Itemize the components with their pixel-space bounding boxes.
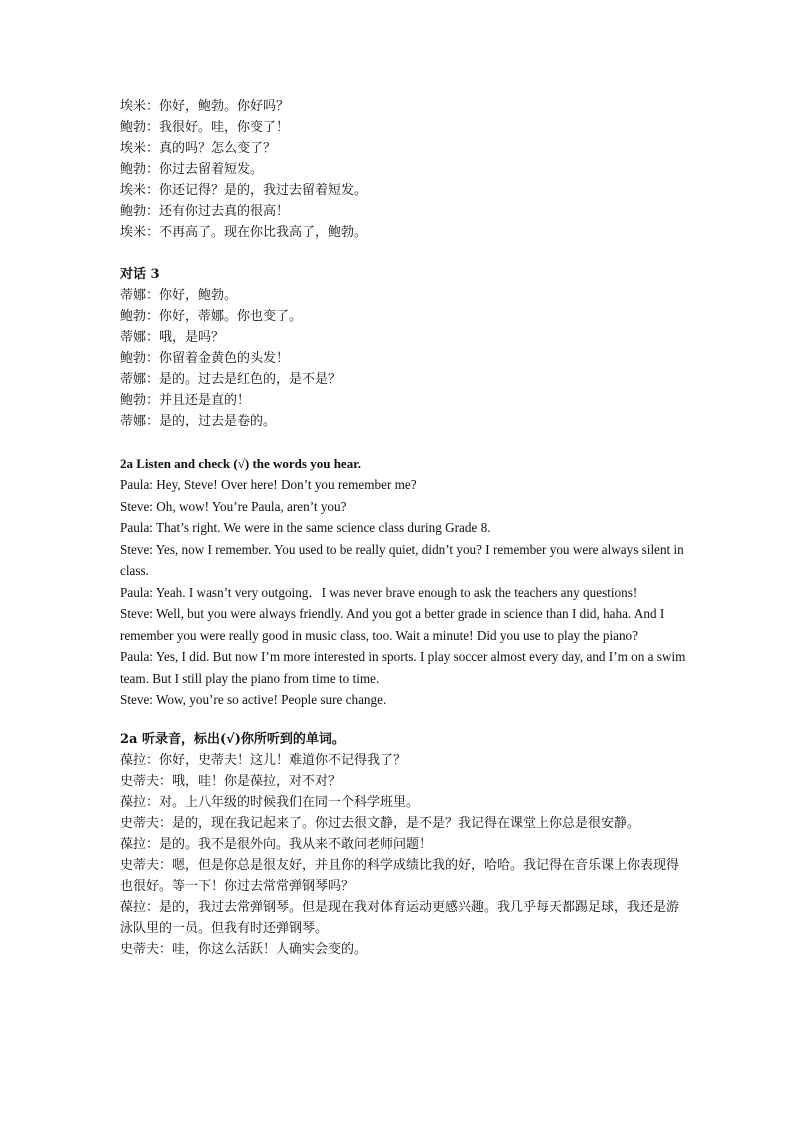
spacer	[120, 243, 690, 264]
dialogue2-cn	[120, 96, 690, 243]
section-2a-english	[120, 453, 690, 711]
dialogue-line: 鲍勃：你留着金黄色的头发！	[120, 351, 290, 366]
dialogue-line: Paula: Hey, Steve! Over here! Don’t you remember me?	[120, 477, 417, 492]
dialogue-line: Paula: Yeah. I wasn’t very outgoing．I was never brave enough to ask the teachers any questions!	[120, 584, 638, 600]
dialogue-line: 埃米：你好，鲍勃。你好吗？	[120, 99, 290, 114]
dialogue-line: 蒂娜：是的，过去是卷的。	[120, 414, 277, 429]
dialogue-line: 葆拉：是的。我不是很外向。我从来不敢问老师问题！	[120, 836, 433, 852]
dialogue-line: 蒂娜：你好，鲍勃。	[120, 288, 238, 303]
section-heading: 2a 听录音，标出(√)你所听到的单词。	[120, 731, 345, 747]
section-heading: 2a Listen and check (√) the words you hear.	[120, 456, 362, 471]
dialogue-line: 史蒂夫：哇，你这么活跃！人确实会变的。	[120, 941, 368, 957]
spacer	[120, 432, 690, 453]
dialogue-line: 埃米：不再高了。现在你比我高了，鲍勃。	[120, 225, 368, 240]
dialogue-line: 史蒂夫：是的，现在我记起来了。你过去很文静，是不是？我记得在课堂上你总是很安静。	[120, 815, 641, 831]
dialogue-line: Steve: Well, but you were always friendly. And you got a better grade in science than I did, haha. And I remember you were really good in music class, too. Wait a minute! Did you use to play the piano?	[120, 606, 665, 643]
dialogue-line: 蒂娜：是的。过去是红色的，是不是？	[120, 372, 342, 387]
document-page	[120, 96, 690, 960]
dialogue-line: 蒂娜：哦，是吗？	[120, 330, 225, 345]
dialogue-line: Paula: That’s right. We were in the same science class during Grade 8.	[120, 520, 491, 535]
dialogue-line: 鲍勃：你好，蒂娜。你也变了。	[120, 309, 303, 324]
dialogue-line: 埃米：你还记得？是的，我过去留着短发。	[120, 183, 368, 198]
dialogue-line: 鲍勃：并且还是直的！	[120, 393, 251, 408]
dialogue-line: 鲍勃：我很好。哇，你变了！	[120, 120, 290, 135]
dialogue-line: Steve: Wow, you’re so active! People sure change.	[120, 692, 387, 707]
dialogue3	[120, 264, 690, 432]
dialogue-line: 葆拉：是的，我过去常弹钢琴。但是现在我对体育运动更感兴趣。我几乎每天都踢足球，我还是游泳队里的一员。但我有时还弹钢琴。	[120, 899, 680, 936]
dialogue-line: 葆拉：对。上八年级的时候我们在同一个科学班里。	[120, 794, 420, 810]
section-2a-chinese	[120, 729, 690, 960]
dialogue-line: 史蒂夫：哦，哇！你是葆拉，对不对？	[120, 773, 342, 789]
spacer	[120, 711, 690, 729]
dialogue-line: 史蒂夫：嗯，但是你总是很友好，并且你的科学成绩比我的好，哈哈。我记得在音乐课上你表现得也很好。等一下！你过去常常弹钢琴吗？	[120, 857, 680, 894]
section-heading: 对话 3	[120, 267, 160, 282]
dialogue-line: Steve: Yes, now I remember. You used to be really quiet, didn’t you? I remember you were always silent in class.	[120, 541, 684, 578]
dialogue-line: 鲍勃：还有你过去真的很高！	[120, 204, 290, 219]
dialogue-line: Paula: Yes, I did. But now I’m more interested in sports. I play soccer almost every day, and I’m on a swim team. But I still play the piano from time to time.	[120, 649, 686, 686]
dialogue-line: 埃米：真的吗？怎么变了？	[120, 141, 277, 156]
dialogue-line: Steve: Oh, wow! You’re Paula, aren’t you?	[120, 498, 347, 514]
dialogue-line: 葆拉：你好，史蒂夫！这儿！难道你不记得我了？	[120, 752, 407, 768]
dialogue-line: 鲍勃：你过去留着短发。	[120, 162, 264, 177]
